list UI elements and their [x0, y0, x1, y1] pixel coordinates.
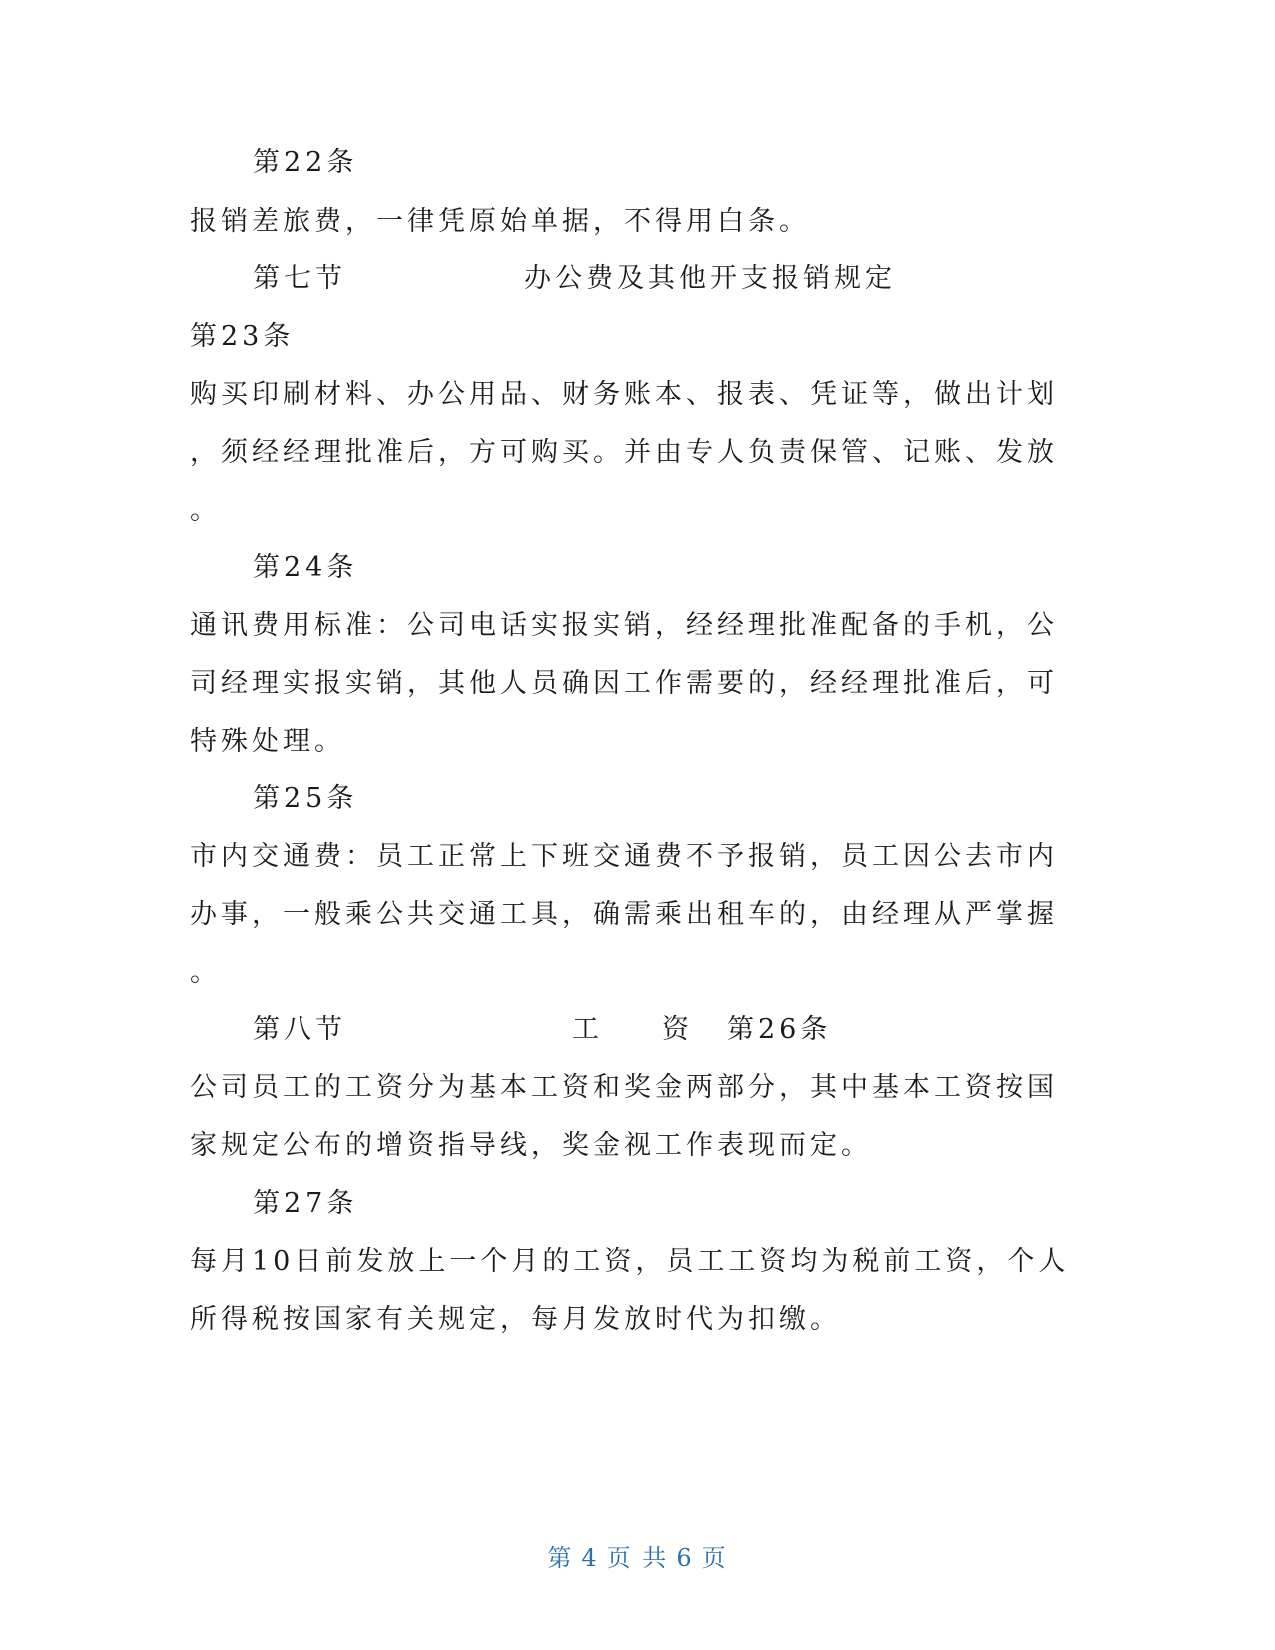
article-23-line-1: 购买印刷材料、办公用品、财务账本、报表、凭证等，做出计划 — [190, 379, 1058, 410]
footer-middle: 页 共 — [606, 1544, 669, 1572]
footer-page-number: 4 — [581, 1544, 599, 1572]
section-8-title-part-2: 资 — [662, 1014, 693, 1045]
section-8-label: 第八节 — [253, 1014, 346, 1045]
footer-suffix: 页 — [701, 1544, 728, 1572]
footer-total-pages: 6 — [676, 1544, 694, 1572]
section-7-label: 第七节 — [253, 263, 346, 294]
article-27-line-1: 每月10日前发放上一个月的工资，员工工资均为税前工资，个人 — [190, 1246, 1070, 1277]
article-27-line-2: 所得税按国家有关规定，每月发放时代为扣缴。 — [190, 1304, 841, 1335]
article-23-line-2: ，须经经理批准后，方可购买。并由专人负责保管、记账、发放 — [190, 437, 1058, 468]
article-26-line-2: 家规定公布的增资指导线，奖金视工作表现而定。 — [190, 1130, 872, 1161]
article-22-heading: 第22条 — [253, 147, 358, 178]
section-7-title: 办公费及其他开支报销规定 — [524, 263, 896, 294]
footer-prefix: 第 — [547, 1544, 574, 1572]
section-8-title-part-1: 工 — [572, 1014, 603, 1045]
article-25-line-1: 市内交通费：员工正常上下班交通费不予报销，员工因公去市内 — [190, 841, 1058, 872]
article-25-line-2: 办事，一般乘公共交通工具，确需乘出租车的，由经理从严掌握 — [190, 899, 1058, 930]
article-24-line-1: 通讯费用标准：公司电话实报实销，经经理批准配备的手机，公 — [190, 610, 1058, 641]
article-24-heading: 第24条 — [253, 552, 358, 583]
article-25-line-3: 。 — [190, 957, 221, 988]
article-24-line-2: 司经理实报实销，其他人员确因工作需要的，经经理批准后，可 — [190, 668, 1058, 699]
article-23-heading: 第23条 — [190, 321, 295, 352]
article-27-heading: 第27条 — [253, 1188, 358, 1219]
article-26-heading: 第26条 — [727, 1014, 832, 1045]
article-23-line-3: 。 — [190, 495, 221, 526]
article-24-line-3: 特殊处理。 — [190, 726, 345, 757]
page-footer — [0, 1538, 1275, 1573]
article-26-line-1: 公司员工的工资分为基本工资和奖金两部分，其中基本工资按国 — [190, 1072, 1058, 1103]
article-25-heading: 第25条 — [253, 783, 358, 814]
article-22-line-1: 报销差旅费，一律凭原始单据，不得用白条。 — [190, 206, 810, 237]
